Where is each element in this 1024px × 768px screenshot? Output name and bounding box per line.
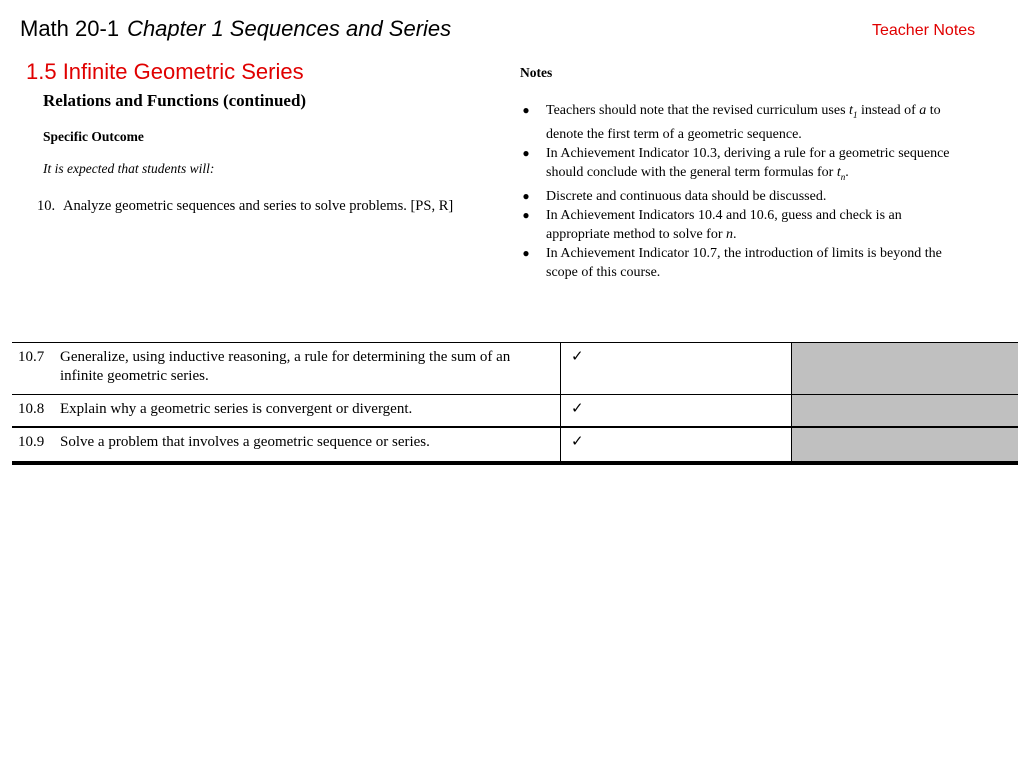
bullet-icon: ● [522, 145, 530, 160]
notes-bullet: ● In Achievement Indicator 10.7, the introduction of limits is beyond the scope of this course. [520, 244, 960, 282]
indicator-code: 10.9 [18, 434, 45, 450]
indicator-cell [12, 343, 561, 395]
notes-bullet: ● In Achievement Indicator 10.3, deriving a rule for a geometric sequence should conclude with the general term formulas for $t_n$. [520, 144, 960, 187]
notes-bullet: ● Discrete and continuous data should be discussed. [520, 187, 960, 206]
outcome-heading: Relations and Functions (continued) [43, 91, 307, 110]
indicator-table [12, 342, 1018, 465]
table-row [12, 343, 1018, 395]
bullet-icon: ● [522, 103, 530, 117]
outcome-item-text: Analyze geometric sequences and series to solve problems. [PS, R] [63, 198, 454, 214]
checkmark-icon: ✓ [561, 395, 792, 428]
notes-bullet: ● Teachers should note that the revised curriculum uses $t_1$ instead of a to denote the first term of a geometric sequence. [520, 101, 960, 144]
bullet-icon: ● [522, 188, 530, 203]
shaded-cell [792, 343, 1019, 395]
outcome-item [37, 197, 457, 215]
notes-panel [520, 65, 960, 282]
chapter-title: Chapter 1 Sequences and Series [127, 16, 452, 41]
notes-title: Notes [520, 65, 553, 80]
indicator-text: Generalize, using inductive reasoning, a rule for determining the sum of an infinite geometric series. [60, 349, 511, 384]
section-title: 1.5 Infinite Geometric Series [26, 59, 304, 84]
indicator-code: 10.7 [18, 349, 45, 365]
course-name: Math 20-1 [20, 16, 120, 41]
bullet-icon: ● [522, 245, 530, 260]
checkmark-icon: ✓ [561, 427, 792, 463]
notes-bullet: ● In Achievement Indicators 10.4 and 10.6, guess and check is an appropriate method to solve for n. [520, 206, 960, 244]
table-row [12, 395, 1018, 428]
checkmark-icon: ✓ [561, 343, 792, 395]
table-row [12, 427, 1018, 463]
indicator-cell [12, 427, 561, 463]
notes-list [520, 101, 960, 282]
outcome-item-number: 10. [37, 198, 56, 214]
teacher-notes-label: Teacher Notes [872, 22, 976, 39]
shaded-cell [792, 427, 1019, 463]
bullet-icon: ● [522, 207, 530, 222]
expectation-text: It is expected that students will: [43, 161, 215, 176]
indicator-text: Explain why a geometric series is convergent or divergent. [60, 401, 413, 417]
shaded-cell [792, 395, 1019, 428]
indicator-text: Solve a problem that involves a geometric sequence or series. [60, 434, 430, 450]
outcome-subheading: Specific Outcome [43, 129, 144, 144]
indicator-code: 10.8 [18, 401, 45, 417]
indicator-cell [12, 395, 561, 428]
slide-title [20, 16, 451, 42]
